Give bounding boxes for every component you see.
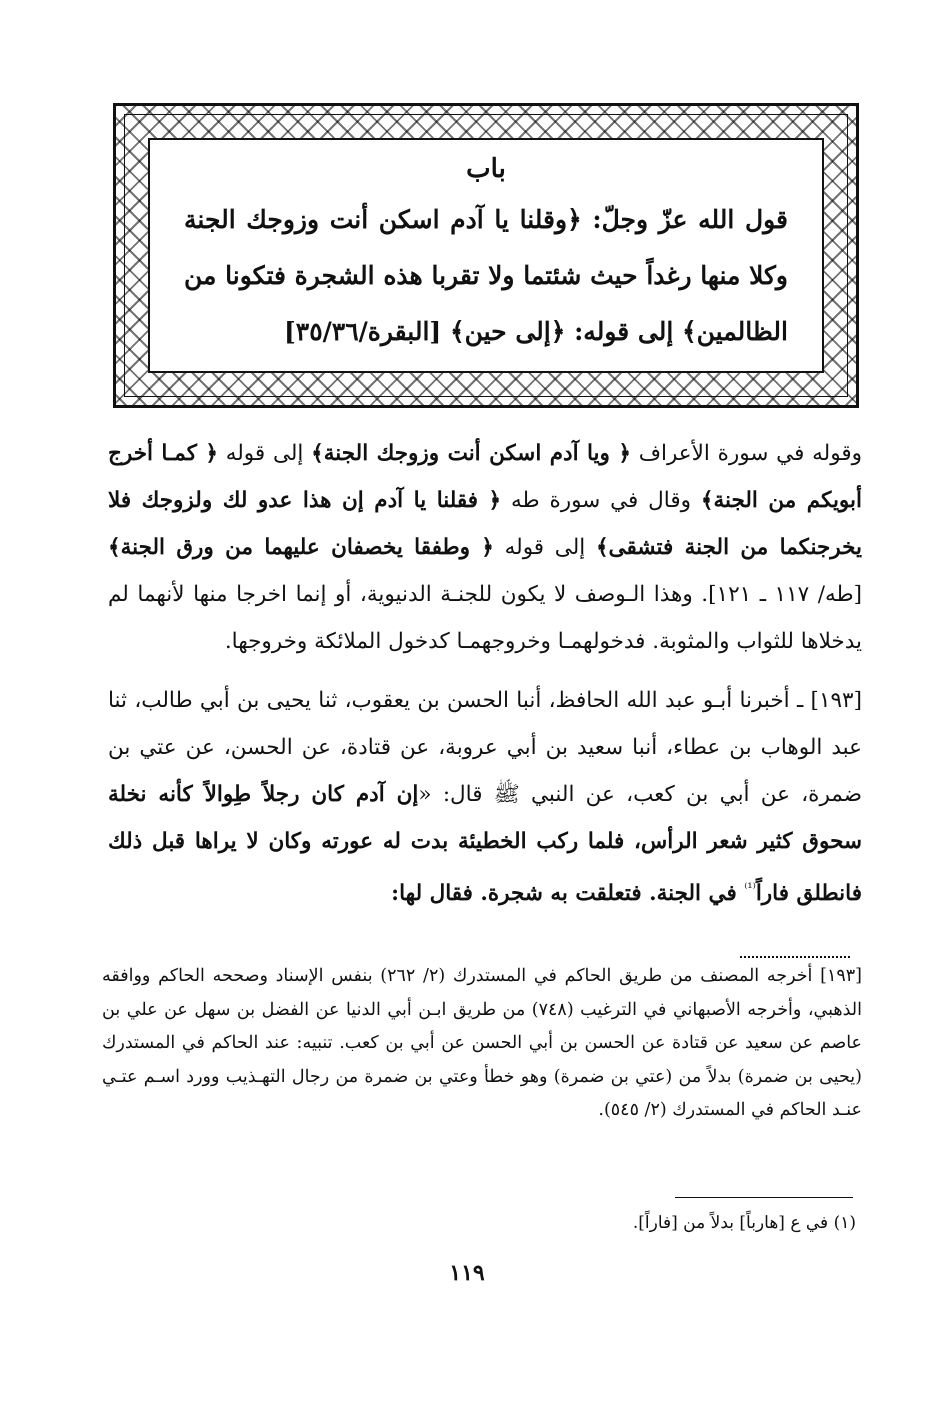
paragraph-2: [108, 677, 862, 917]
text-run: وقوله في سورة الأعراف: [630, 441, 862, 466]
paragraph-1: [108, 430, 862, 665]
chapter-label: باب: [466, 154, 506, 184]
takhrij-note: [١٩٣] أخرجه المصنف من طريق الحاكم في المستدرك (٢/ ٢٦٢) بنفس الإسناد وصححه الحاكم ووافقه الذهبي، وأخرجه الأصبهاني في الترغيب (٧٤٨) من طريق ابـن أبي الدنيا عن الفضل بن سهل عن علي بن عاصم عن سعيد عن قتادة عن الحسن بن أبي الحسن عن أبي بن كعب. تنبيه: عند الحاكم في المستدرك (يحيى بن ضمرة) بدلاً من (عتي بن ضمرة) وهو خطأ وعتي بن ضمرة من رجال التهـذيب وورد اسـم عتـي عنـد الحاكم في المستدرك (٢/ ٥٤٥).: [102, 966, 862, 1120]
quran-quote: ﴿ كمـا أخرج أبويكم من الجنة﴾: [108, 441, 862, 513]
quran-quote: ﴿ وطفقا يخصفان عليهما من ورق الجنة﴾: [108, 535, 494, 560]
quran-quote: ﴿ فقلنا يا آدم إن هذا عدو لك ولزوجك فلا يخرجنكما من الجنة فتشقى﴾: [108, 488, 862, 560]
notes-separator: [740, 956, 850, 958]
chapter-title-line-3: الظالمين﴾ إلى قوله: ﴿إلى حين﴾ [البقرة/٣٥/٣٦]: [283, 317, 788, 346]
chapter-title: [184, 192, 788, 360]
text-run: إلى قوله: [217, 441, 312, 466]
main-text: [108, 430, 862, 917]
chapter-title-line-2: وكلا منها رغداً حيث شئتما ولا تقربا هذه الشجرة فتكونا من: [184, 261, 788, 290]
ornamental-frame: [113, 103, 859, 408]
hadith-isnad: [١٩٣] ـ أخبرنا أبـو عبد الله الحافظ، أنبا الحسن بن يعقوب، ثنا يحيى بن أبي طالب، ثنا عبد الوهاب بن عطاء، أنبا سعيد بن أبي عروبة، عن قتادة، عن الحسن، عن عتي بن ضمرة، عن أبي بن كعب، عن النبي ﷺ قال: «: [108, 688, 862, 807]
text-run: [طه/ ١١٧ ـ ١٢١]. وهذا الـوصف لا يكون للجنـة الدنيوية، أو إنما اخرجا منها لأنهما لم يدخلاها للثواب والمثوبة. فدخولهمـا وخروجهمـا كدخول الملائكة وخروجها.: [108, 582, 863, 654]
quran-quote: ﴿ ويا آدم اسكن أنت وزوجك الجنة﴾: [311, 441, 631, 466]
text-run: وقال في سورة طه: [501, 488, 701, 513]
footnote: (١) في ع [هارباً] بدلاً من [فاراً].: [632, 1213, 856, 1233]
chapter-heading-box: [148, 138, 824, 373]
footnote-rule: [675, 1197, 853, 1198]
footnote-marker: ⁽¹⁾: [744, 881, 756, 896]
chapter-title-line-1: قول الله عزّ وجلّ: ﴿وقلنا يا آدم اسكن أنت وزوجك الجنة: [184, 205, 788, 234]
page-number: ١١٩: [449, 1260, 485, 1286]
text-run: إلى قوله: [493, 535, 596, 560]
hadith-text-end: في الجنة. فتعلقت به شجرة. فقال لها:: [391, 881, 745, 907]
hadith-text: إن آدم كان رجلاً طِوالاً كأنه نخلة سحوق كثير شعر الرأس، فلما ركب الخطيئة بدت له عورته وكان لا يراها قبل ذلك فانطلق فاراً: [108, 782, 862, 907]
